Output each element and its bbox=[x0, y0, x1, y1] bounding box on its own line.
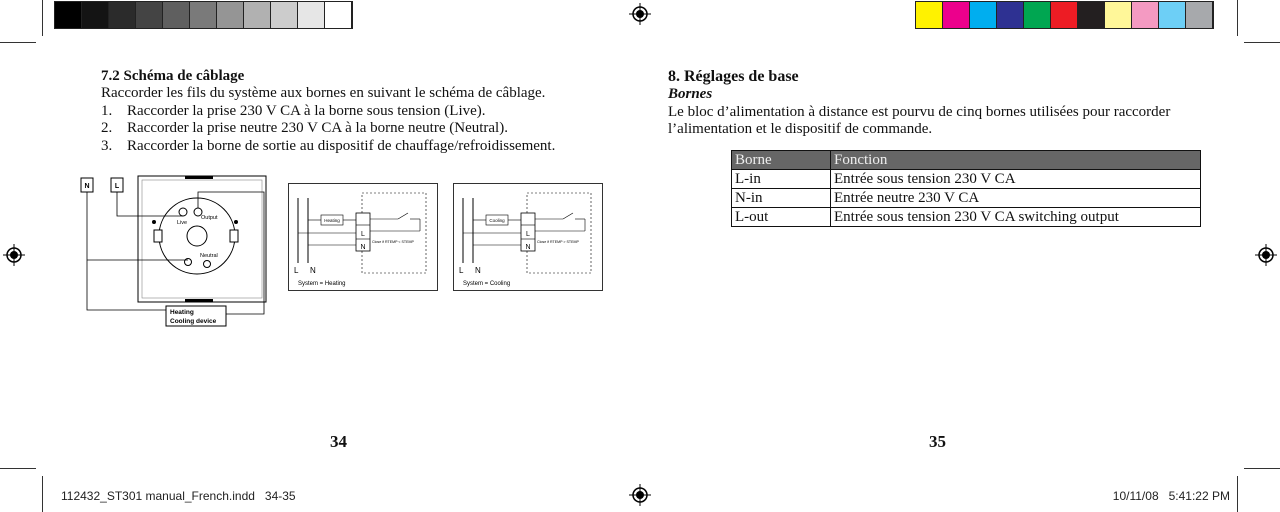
section-intro: Raccorder les fils du système aux bornes en suivant le schéma de câblage. bbox=[101, 85, 546, 101]
svg-text:System = Cooling: System = Cooling bbox=[463, 281, 511, 287]
color-swatch bbox=[1078, 2, 1105, 28]
svg-text:N: N bbox=[84, 183, 90, 190]
crop-mark bbox=[1237, 476, 1238, 512]
gray-swatch bbox=[109, 2, 136, 28]
registration-mark-icon bbox=[629, 484, 651, 506]
svg-text:L: L bbox=[361, 231, 365, 238]
table-header: Fonction bbox=[831, 151, 1201, 170]
gray-swatch bbox=[136, 2, 163, 28]
slug-filename: 112432_ST301 manual_French.indd 34-35 bbox=[61, 489, 296, 503]
gray-swatch bbox=[163, 2, 190, 28]
list-item: 1. Raccorder la prise 230 V CA à la borne sous tension (Live). bbox=[101, 102, 486, 119]
svg-text:L: L bbox=[294, 266, 299, 275]
svg-text:L: L bbox=[526, 231, 530, 238]
table-row bbox=[732, 170, 1201, 189]
gray-swatch bbox=[190, 2, 217, 28]
svg-text:Close if RTEMP > STEMP: Close if RTEMP > STEMP bbox=[537, 240, 579, 244]
color-swatch bbox=[1132, 2, 1159, 28]
table-cell: Entrée neutre 230 V CA bbox=[831, 189, 1201, 208]
crop-mark bbox=[1244, 42, 1280, 43]
svg-text:Cooling: Cooling bbox=[489, 218, 505, 223]
crop-mark bbox=[42, 476, 43, 512]
svg-text:L: L bbox=[459, 266, 464, 275]
svg-text:N: N bbox=[475, 266, 481, 275]
gray-swatch bbox=[55, 2, 82, 28]
crop-mark bbox=[1237, 0, 1238, 36]
table-header: Borne bbox=[732, 151, 831, 170]
crop-mark bbox=[0, 42, 36, 43]
svg-text:N: N bbox=[360, 244, 366, 251]
color-swatch bbox=[916, 2, 943, 28]
heating-schematic bbox=[288, 183, 438, 291]
cooling-schematic bbox=[453, 183, 603, 291]
process-color-bar bbox=[915, 1, 1214, 29]
terminals-table bbox=[731, 150, 1201, 227]
crop-mark bbox=[0, 468, 36, 469]
wiring-diagram bbox=[70, 172, 280, 332]
svg-text:Heating: Heating bbox=[170, 309, 194, 316]
svg-text:N: N bbox=[310, 266, 316, 275]
color-swatch bbox=[1105, 2, 1132, 28]
crop-mark bbox=[1244, 468, 1280, 469]
svg-text:Cooling device: Cooling device bbox=[170, 318, 217, 325]
svg-text:Heating: Heating bbox=[324, 218, 340, 223]
table-cell: L-in bbox=[732, 170, 831, 189]
table-cell: L-out bbox=[732, 208, 831, 227]
color-swatch bbox=[970, 2, 997, 28]
right-page-text bbox=[668, 68, 1218, 139]
gray-swatch bbox=[325, 2, 352, 28]
gray-swatch bbox=[217, 2, 244, 28]
table-cell: Entrée sous tension 230 V CA switching output bbox=[831, 208, 1201, 227]
slug-timestamp: 10/11/08 5:41:22 PM bbox=[1112, 489, 1230, 503]
color-swatch bbox=[1186, 2, 1213, 28]
table-cell: N-in bbox=[732, 189, 831, 208]
gray-swatch bbox=[298, 2, 325, 28]
svg-text:Neutral: Neutral bbox=[200, 253, 218, 259]
crop-mark bbox=[42, 0, 43, 36]
gray-swatch bbox=[244, 2, 271, 28]
page-number-left: 34 bbox=[330, 432, 347, 451]
grayscale-color-bar bbox=[54, 1, 353, 29]
left-page-text bbox=[101, 68, 621, 155]
gray-swatch bbox=[82, 2, 109, 28]
table-row bbox=[732, 208, 1201, 227]
svg-text:System = Heating: System = Heating bbox=[298, 281, 346, 287]
color-swatch bbox=[1024, 2, 1051, 28]
registration-mark-icon bbox=[629, 3, 651, 25]
registration-mark-icon bbox=[1255, 244, 1277, 266]
color-swatch bbox=[997, 2, 1024, 28]
color-swatch bbox=[1051, 2, 1078, 28]
steps-list bbox=[101, 103, 621, 156]
registration-mark-icon bbox=[3, 244, 25, 266]
gray-swatch bbox=[271, 2, 298, 28]
color-swatch bbox=[943, 2, 970, 28]
svg-text:N: N bbox=[525, 244, 531, 251]
svg-text:Close if RTEMP < STEMP: Close if RTEMP < STEMP bbox=[372, 240, 414, 244]
table-row bbox=[732, 189, 1201, 208]
list-item: 2. Raccorder la prise neutre 230 V CA à la borne neutre (Neutral). bbox=[101, 120, 508, 136]
section-subheading: Bornes bbox=[668, 86, 713, 102]
svg-text:Live: Live bbox=[177, 220, 188, 226]
svg-text:Output: Output bbox=[201, 215, 218, 221]
svg-text:L: L bbox=[114, 183, 120, 190]
list-item: 3. Raccorder la borne de sortie au dispositif de chauffage/refroidissement. bbox=[101, 137, 556, 154]
section-heading: 8. Réglages de base bbox=[668, 68, 799, 85]
table-header-row bbox=[732, 151, 1201, 170]
color-swatch bbox=[1159, 2, 1186, 28]
section-heading: 7.2 Schéma de câblage bbox=[101, 68, 245, 84]
page-number-right: 35 bbox=[929, 432, 946, 451]
section-intro: Le bloc d’alimentation à distance est pourvu de cinq bornes utilisées pour raccorder l’alimentation et le dispositif de commande. bbox=[668, 103, 1171, 137]
table-cell: Entrée sous tension 230 V CA bbox=[831, 170, 1201, 189]
